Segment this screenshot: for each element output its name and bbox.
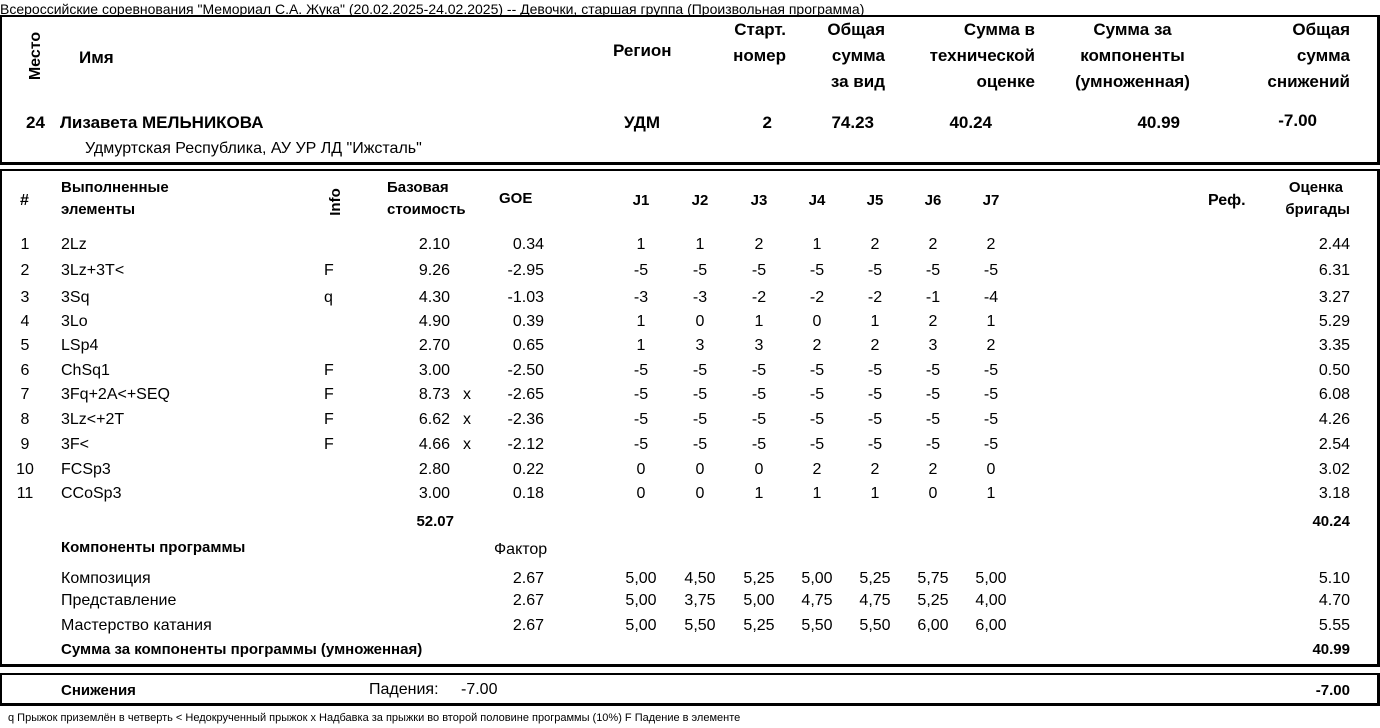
element-goe: -2.12	[507, 436, 544, 453]
element-bonus-marker: x	[463, 411, 471, 428]
deductions-panel	[0, 673, 1380, 706]
element-base-value: 8.73	[418, 386, 450, 403]
judge-score-j7: -5	[983, 411, 999, 428]
judge-score-j6: 2	[928, 313, 938, 330]
judge-score-j2: -5	[692, 436, 708, 453]
element-panel-score: 6.31	[1318, 262, 1350, 279]
skater-start-no: 2	[762, 113, 772, 132]
component-judge-j1: 5,00	[625, 592, 657, 609]
legend-footnote: q Прыжок приземлён в четверть < Недокрученный прыжок x Надбавка за прыжки во второй половине программы (10%) F Падение в элементе	[8, 712, 741, 724]
judge-score-j5: -5	[867, 386, 883, 403]
component-name: Мастерство катания	[61, 617, 212, 634]
element-code: 3Lz<+2T	[61, 411, 125, 428]
judge-score-j1: 1	[636, 313, 646, 330]
judge-score-j2: -5	[692, 386, 708, 403]
skater-club: Удмуртская Республика, АУ УР ЛД "Ижсталь"	[85, 140, 422, 157]
judge-score-j6: -5	[925, 362, 941, 379]
component-judge-j3: 5,00	[743, 592, 775, 609]
judge-score-j7: 0	[986, 461, 996, 478]
component-judge-j5: 5,50	[859, 617, 891, 634]
header-total-segment-2: сумма	[831, 46, 885, 65]
judge-score-j6: -5	[925, 262, 941, 279]
place-header: Место	[27, 31, 44, 81]
header-pcs-1: Сумма за	[1093, 20, 1172, 39]
header-start-no-2: номер	[733, 46, 786, 65]
component-judge-j1: 5,00	[625, 570, 657, 587]
judge-score-j3: -2	[751, 289, 767, 306]
judge-score-j7: -5	[983, 262, 999, 279]
element-base-value: 2.80	[418, 461, 450, 478]
element-bonus-marker: x	[463, 386, 471, 403]
component-judge-j7: 6,00	[975, 617, 1007, 634]
judge-score-j4: -2	[809, 289, 825, 306]
element-goe: -1.03	[507, 289, 544, 306]
element-goe: -2.95	[507, 262, 544, 279]
component-judge-j7: 4,00	[975, 592, 1007, 609]
judge-score-j5: -5	[867, 262, 883, 279]
judge-score-j1: 1	[636, 337, 646, 354]
judge-score-j2: -3	[692, 289, 708, 306]
component-judge-j3: 5,25	[743, 570, 775, 587]
header-total-segment-3: за вид	[830, 72, 885, 91]
element-goe: -2.36	[507, 411, 544, 428]
component-judge-j6: 6,00	[917, 617, 949, 634]
element-number: 8	[20, 411, 30, 428]
element-panel-score: 3.02	[1318, 461, 1350, 478]
skater-name: Лизавета МЕЛЬНИКОВА	[60, 113, 264, 132]
base-header-2: стоимость	[387, 201, 466, 218]
element-number: 6	[20, 362, 30, 379]
judge-score-j3: -5	[751, 436, 767, 453]
judge-score-j6: -5	[925, 386, 941, 403]
element-number: 11	[16, 485, 34, 502]
component-judge-j4: 5,50	[801, 617, 833, 634]
tes-total: 40.24	[1312, 513, 1350, 530]
pcs-label: Сумма за компоненты программы (умноженная)	[61, 641, 423, 658]
element-number: 3	[20, 289, 30, 306]
base-total: 52.07	[416, 513, 454, 530]
component-score: 5.55	[1318, 617, 1350, 634]
header-pcs-3: (умноженная)	[1075, 72, 1190, 91]
judge-score-j2: 1	[695, 236, 705, 253]
judge-score-j4: -5	[809, 262, 825, 279]
base-header-1: Базовая	[387, 179, 449, 196]
judge-score-j1: -5	[633, 362, 649, 379]
judge-score-j3: -5	[751, 262, 767, 279]
element-base-value: 4.90	[418, 313, 450, 330]
judge-score-j5: 2	[870, 461, 880, 478]
judge-score-j7: 2	[986, 236, 996, 253]
judge-score-j4: 2	[812, 461, 822, 478]
judge-header-4: J4	[808, 192, 826, 209]
skater-place: 24	[26, 113, 45, 132]
header-deductions-2: сумма	[1296, 46, 1350, 65]
judge-score-j4: 2	[812, 337, 822, 354]
element-info: F	[324, 362, 334, 379]
element-goe: -2.50	[507, 362, 544, 379]
element-panel-score: 5.29	[1318, 313, 1350, 330]
skater-tes: 40.24	[949, 113, 992, 132]
component-judge-j2: 4,50	[684, 570, 716, 587]
num-header: #	[20, 192, 29, 209]
element-base-value: 6.62	[418, 411, 450, 428]
element-info: F	[324, 386, 334, 403]
skater-pcs: 40.99	[1137, 113, 1180, 132]
element-goe: 0.65	[512, 337, 544, 354]
component-judge-j1: 5,00	[625, 617, 657, 634]
element-panel-score: 2.54	[1318, 436, 1350, 453]
element-code: ChSq1	[61, 362, 110, 379]
element-panel-score: 4.26	[1318, 411, 1350, 428]
element-panel-score: 0.50	[1318, 362, 1350, 379]
falls-label: Падения:	[369, 681, 439, 698]
judge-score-j3: 2	[754, 236, 764, 253]
judge-score-j7: -4	[983, 289, 999, 306]
judge-score-j6: 2	[928, 461, 938, 478]
judge-score-j4: 0	[812, 313, 822, 330]
info-header: Info	[327, 188, 344, 216]
judge-score-j3: -5	[751, 362, 767, 379]
judge-score-j7: 1	[986, 485, 996, 502]
element-goe: 0.18	[512, 485, 544, 502]
components-title: Компоненты программы	[61, 539, 246, 556]
judge-score-j7: 2	[986, 337, 996, 354]
component-factor: 2.67	[512, 617, 544, 634]
falls-value: -7.00	[461, 681, 498, 698]
component-judge-j3: 5,25	[743, 617, 775, 634]
judge-score-j2: 0	[695, 485, 705, 502]
element-code: 3Fq+2A<+SEQ	[61, 386, 170, 403]
element-base-value: 2.70	[418, 337, 450, 354]
header-pcs-2: компоненты	[1080, 46, 1185, 65]
judge-score-j6: -5	[925, 411, 941, 428]
component-score: 4.70	[1318, 592, 1350, 609]
judge-score-j7: 1	[986, 313, 996, 330]
element-bonus-marker: x	[463, 436, 471, 453]
component-judge-j2: 5,50	[684, 617, 716, 634]
score-header-1: Оценка	[1288, 179, 1343, 196]
goe-header: GOE	[499, 190, 533, 207]
component-judge-j6: 5,75	[917, 570, 949, 587]
component-factor: 2.67	[512, 570, 544, 587]
element-panel-score: 3.35	[1318, 337, 1350, 354]
element-code: LSp4	[61, 337, 99, 354]
judge-score-j3: 3	[754, 337, 764, 354]
judge-score-j5: -5	[867, 411, 883, 428]
element-number: 2	[20, 262, 30, 279]
element-info: F	[324, 436, 334, 453]
element-code: FCSp3	[61, 461, 111, 478]
element-number: 5	[20, 337, 30, 354]
element-info: q	[324, 289, 333, 306]
judge-score-j4: -5	[809, 386, 825, 403]
judge-score-j2: -5	[692, 262, 708, 279]
component-judge-j6: 5,25	[917, 592, 949, 609]
judge-score-j2: -5	[692, 362, 708, 379]
judge-score-j6: 3	[928, 337, 938, 354]
element-base-value: 3.00	[418, 362, 450, 379]
ref-header: Реф.	[1208, 192, 1246, 209]
elements-header-1: Выполненные	[61, 179, 169, 196]
element-info: F	[324, 262, 334, 279]
component-score: 5.10	[1318, 570, 1350, 587]
header-total-segment-1: Общая	[827, 20, 885, 39]
component-judge-j2: 3,75	[684, 592, 716, 609]
skater-region: УДМ	[624, 113, 660, 132]
judge-header-7: J7	[982, 192, 1000, 209]
judge-score-j2: 0	[695, 313, 705, 330]
judge-header-2: J2	[691, 192, 709, 209]
header-deductions-3: снижений	[1267, 72, 1350, 91]
judge-score-j6: 0	[928, 485, 938, 502]
element-panel-score: 2.44	[1318, 236, 1350, 253]
skater-total: 74.23	[831, 113, 874, 132]
judge-score-j4: -5	[809, 411, 825, 428]
component-judge-j4: 5,00	[801, 570, 833, 587]
judge-score-j3: 1	[754, 485, 764, 502]
judge-score-j3: 0	[754, 461, 764, 478]
element-info: F	[324, 411, 334, 428]
judge-score-j5: -5	[867, 362, 883, 379]
deductions-label: Снижения	[61, 682, 136, 699]
header-deductions-1: Общая	[1292, 20, 1350, 39]
judge-score-j4: -5	[809, 436, 825, 453]
judge-score-j2: 3	[695, 337, 705, 354]
judge-score-j1: -3	[633, 289, 649, 306]
element-code: 3F<	[61, 436, 90, 453]
component-judge-j5: 5,25	[859, 570, 891, 587]
element-base-value: 3.00	[418, 485, 450, 502]
element-panel-score: 3.18	[1318, 485, 1350, 502]
element-number: 4	[20, 313, 30, 330]
component-factor: 2.67	[512, 592, 544, 609]
element-code: 2Lz	[61, 236, 87, 253]
component-judge-j5: 4,75	[859, 592, 891, 609]
region-header: Регион	[613, 41, 672, 60]
judge-score-j7: -5	[983, 362, 999, 379]
header-tes-1: Сумма в	[963, 20, 1035, 39]
judge-header-3: J3	[750, 192, 768, 209]
element-base-value: 9.26	[418, 262, 450, 279]
judge-score-j7: -5	[983, 386, 999, 403]
component-judge-j7: 5,00	[975, 570, 1007, 587]
element-goe: 0.34	[512, 236, 544, 253]
element-code: 3Lo	[61, 313, 88, 330]
element-goe: -2.65	[507, 386, 544, 403]
element-base-value: 4.66	[418, 436, 450, 453]
judge-score-j5: 1	[870, 485, 880, 502]
judge-score-j3: 1	[754, 313, 764, 330]
judge-score-j1: -5	[633, 436, 649, 453]
judge-score-j1: -5	[633, 411, 649, 428]
element-goe: 0.39	[512, 313, 544, 330]
judge-score-j1: -5	[633, 262, 649, 279]
component-name: Представление	[61, 592, 177, 609]
pcs-total: 40.99	[1312, 641, 1350, 658]
element-goe: 0.22	[512, 461, 544, 478]
judge-score-j4: 1	[812, 485, 822, 502]
element-code: 3Sq	[61, 289, 90, 306]
component-name: Композиция	[61, 570, 151, 587]
element-base-value: 2.10	[418, 236, 450, 253]
judge-score-j5: 1	[870, 313, 880, 330]
judge-score-j5: 2	[870, 337, 880, 354]
judge-score-j1: 0	[636, 485, 646, 502]
element-panel-score: 3.27	[1318, 289, 1350, 306]
judge-score-j1: -5	[633, 386, 649, 403]
judge-score-j4: 1	[812, 236, 822, 253]
deductions-total: -7.00	[1315, 682, 1350, 699]
judge-score-j1: 1	[636, 236, 646, 253]
judge-score-j2: -5	[692, 411, 708, 428]
judge-score-j6: -5	[925, 436, 941, 453]
header-start-no-1: Старт.	[734, 20, 786, 39]
judge-score-j5: 2	[870, 236, 880, 253]
judge-header-6: J6	[924, 192, 942, 209]
element-number: 9	[20, 436, 30, 453]
skater-deductions: -7.00	[1278, 111, 1317, 130]
judge-score-j3: -5	[751, 386, 767, 403]
judge-score-j7: -5	[983, 436, 999, 453]
factor-header: Фактор	[494, 541, 548, 558]
judge-score-j6: 2	[928, 236, 938, 253]
element-code: 3Lz+3T<	[61, 262, 125, 279]
judge-score-j3: -5	[751, 411, 767, 428]
judge-score-j6: -1	[925, 289, 941, 306]
judge-header-5: J5	[866, 192, 884, 209]
score-header-2: бригады	[1285, 201, 1350, 218]
judge-header-1: J1	[632, 192, 650, 209]
element-base-value: 4.30	[418, 289, 450, 306]
name-header: Имя	[79, 48, 114, 67]
judge-score-j2: 0	[695, 461, 705, 478]
element-number: 10	[16, 461, 34, 478]
element-number: 7	[20, 386, 30, 403]
judge-score-j4: -5	[809, 362, 825, 379]
elements-header-2: элементы	[61, 201, 136, 218]
element-number: 1	[20, 236, 30, 253]
event-title: Всероссийские соревнования "Мемориал С.А. Жука" (20.02.2025-24.02.2025) -- Девочки, старшая группа (Произвольная программа)	[0, 1, 865, 17]
element-panel-score: 6.08	[1318, 386, 1350, 403]
header-tes-3: оценке	[976, 72, 1035, 91]
judge-score-j1: 0	[636, 461, 646, 478]
element-code: CCoSp3	[61, 485, 122, 502]
component-judge-j4: 4,75	[801, 592, 833, 609]
judge-score-j5: -5	[867, 436, 883, 453]
judge-score-j5: -2	[867, 289, 883, 306]
header-tes-2: технической	[929, 46, 1035, 65]
